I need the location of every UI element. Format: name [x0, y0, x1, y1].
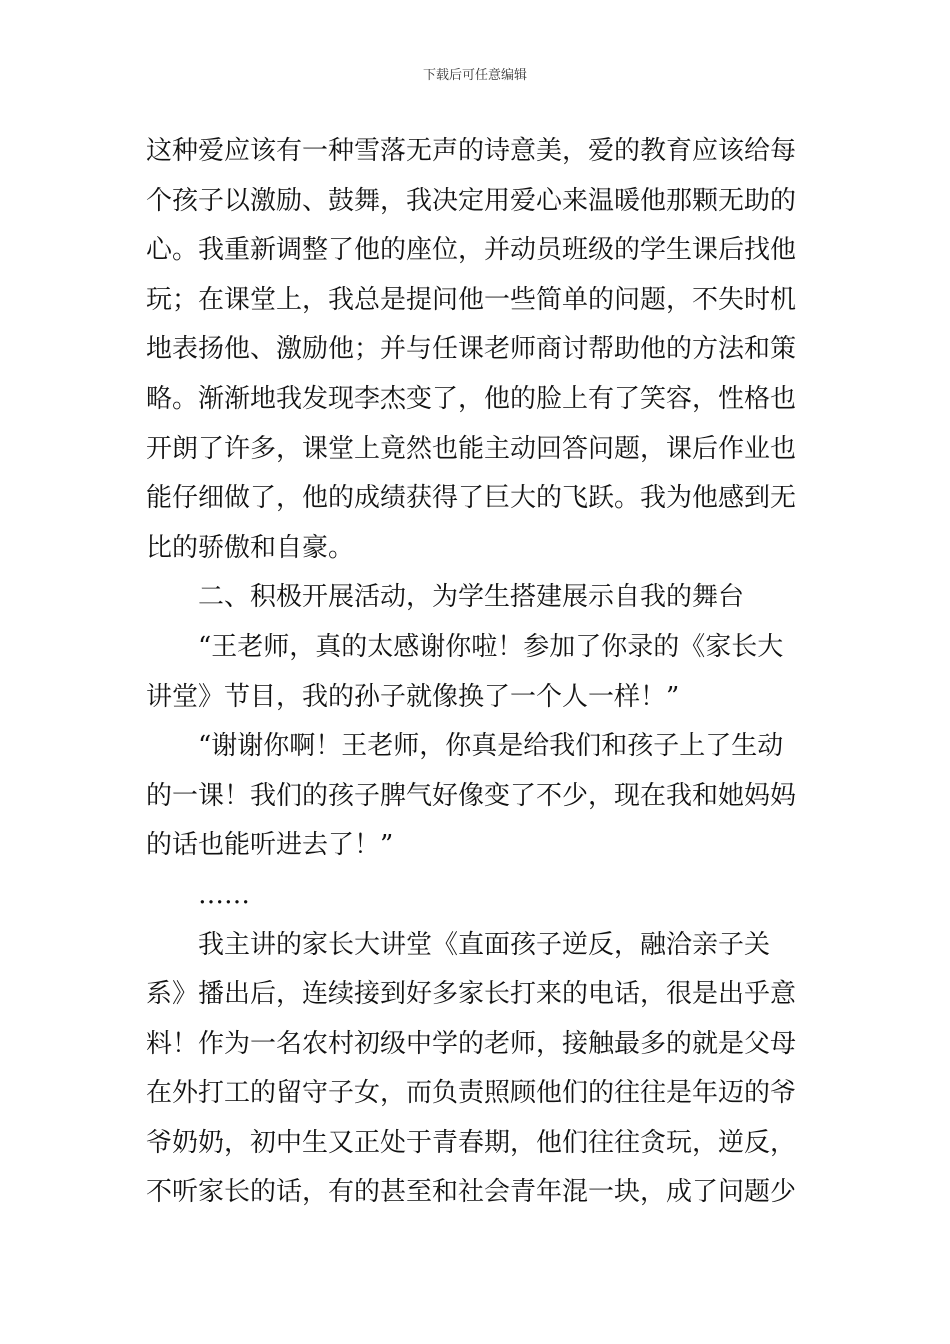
text-line: 在外打工的留守子女，而负责照顾他们的往往是年迈的爷	[146, 1078, 797, 1109]
section-heading: 二、积极开展活动，为学生搭建展示自我的舞台	[198, 582, 745, 613]
document-body	[146, 127, 811, 1218]
text-line: 讲堂》节目，我的孙子就像换了一个人一样！”	[146, 681, 680, 712]
text-line: 的话也能听进去了！”	[146, 830, 394, 861]
ellipsis-line: ……	[198, 879, 250, 910]
text-line: 比的骄傲和自豪。	[146, 532, 355, 563]
text-line: 心。我重新调整了他的座位，并动员班级的学生课后找他	[146, 235, 797, 266]
text-line: 个孩子以激励、鼓舞，我决定用爱心来温暖他那颗无助的	[146, 185, 797, 216]
text-line: “王老师，真的太感谢你啦！参加了你录的《家长大	[198, 631, 784, 662]
text-line: 我主讲的家长大讲堂《直面孩子逆反，融洽亲子关	[198, 929, 771, 960]
text-line: 的一课！我们的孩子脾气好像变了不少，现在我和她妈妈	[146, 780, 797, 811]
text-line: 系》播出后，连续接到好多家长打来的电话，很是出乎意	[146, 979, 797, 1010]
text-line: 不听家长的话，有的甚至和社会青年混一块，成了问题少	[146, 1177, 797, 1208]
text-line: 能仔细做了，他的成绩获得了巨大的飞跃。我为他感到无	[146, 483, 797, 514]
text-line: 这种爱应该有一种雪落无声的诗意美，爱的教育应该给每	[146, 136, 797, 166]
page-header: 下载后可任意编辑	[422, 68, 527, 83]
text-line: 开朗了许多，课堂上竟然也能主动回答问题，课后作业也	[146, 433, 797, 464]
text-line: 爷奶奶，初中生又正处于青春期，他们往往贪玩，逆反，	[146, 1127, 797, 1158]
text-line: “谢谢你啊！王老师，你真是给我们和孩子上了生动	[198, 731, 784, 762]
text-line: 玩；在课堂上，我总是提问他一些简单的问题，不失时机	[146, 284, 797, 315]
text-line: 料！作为一名农村初级中学的老师，接触最多的就是父母	[146, 1028, 797, 1059]
text-line: 地表扬他、激励他；并与任课老师商讨帮助他的方法和策	[146, 334, 797, 365]
text-line: 略。渐渐地我发现李杰变了，他的脸上有了笑容，性格也	[146, 383, 797, 414]
